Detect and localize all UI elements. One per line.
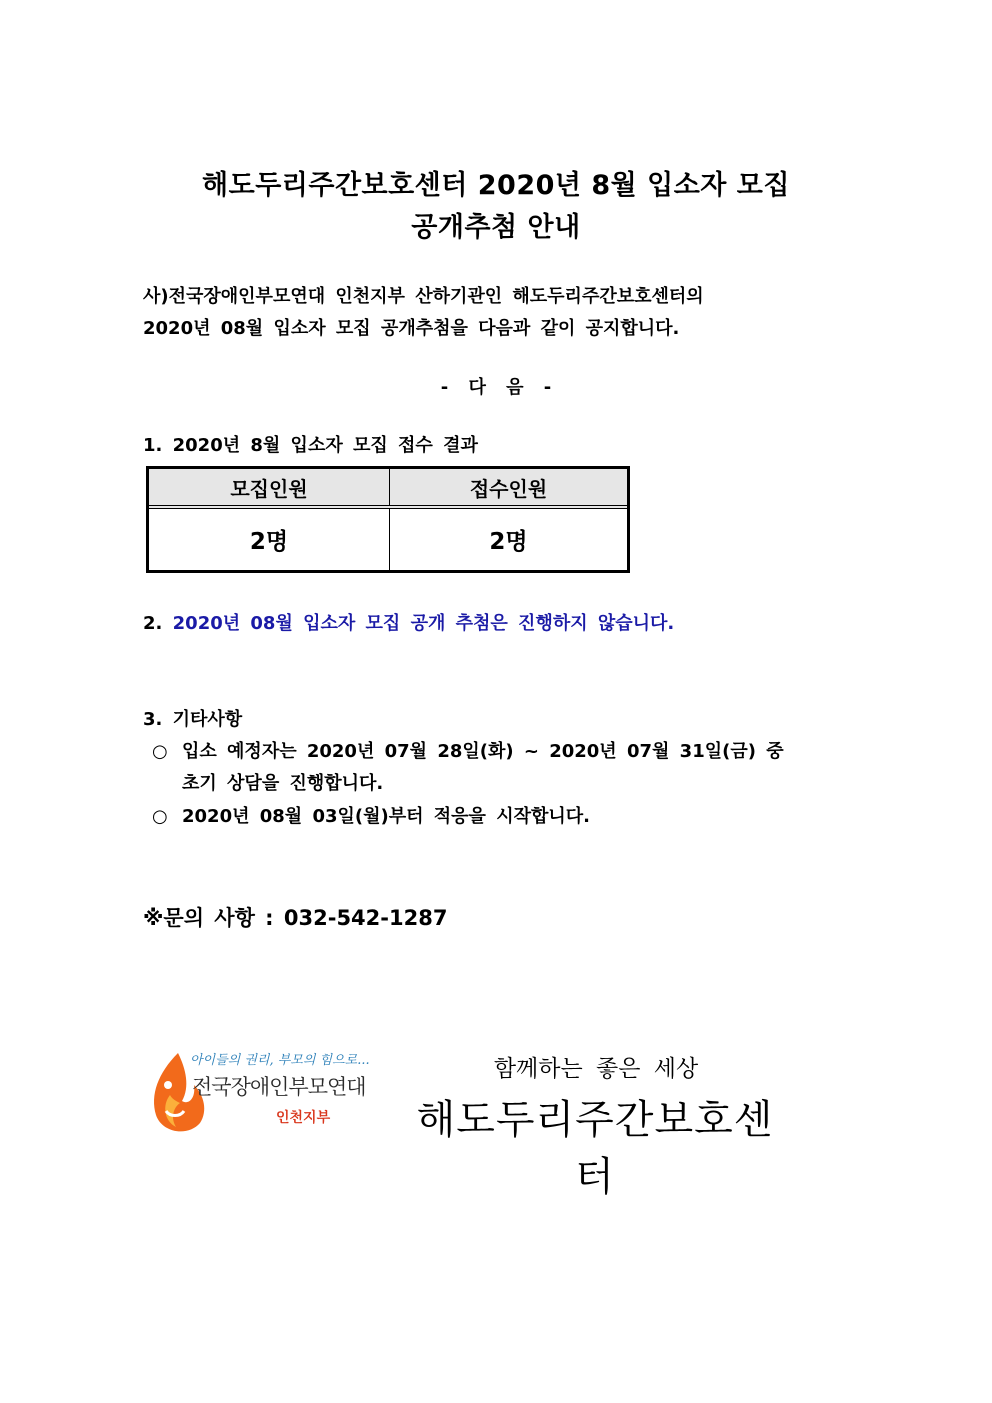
list-item-text: 2020년 08월 03일(월)부터 적응을 시작합니다. [182,806,590,827]
table-cell: 2명 [489,529,528,555]
separator-heading: - 다 음 - [440,377,552,398]
list-item [152,802,590,828]
intro-line1: 사)전국장애인부모연대 인천지부 산하기관인 해도두리주간보호센터의 [143,286,704,307]
contact-info: ※문의 사항 : 032-542-1287 [143,906,448,930]
center-name: 해도두리주간보호센터 [416,1097,774,1200]
logo-tagline: 아이들의 권리, 부모의 힘으로... [190,1053,370,1068]
logo-org-name: 전국장애인부모연대 [192,1075,366,1099]
table-row [149,509,627,570]
circle-bullet-icon: ○ [152,741,168,762]
slogan: 함께하는 좋은 세상 [493,1056,699,1082]
result-table [146,466,630,573]
list-item-text: 입소 예정자는 2020년 07월 28일(화) ~ 2020년 07월 31일(금) 중 [182,741,784,762]
section3-heading: 3. 기타사항 [143,709,243,730]
section1-heading: 1. 2020년 8월 입소자 모집 접수 결과 [143,435,478,456]
list-item-continuation: 초기 상담을 진행합니다. [182,773,384,794]
section2-number: 2. [143,613,163,634]
table-cell: 2명 [149,509,390,570]
section2-notice [143,609,674,635]
intro-line2: 2020년 08월 입소자 모집 공개추첨을 다음과 같이 공지합니다. [143,318,680,339]
document-title-line1: 해도두리주간보호센터 2020년 8월 입소자 모집 [202,170,790,201]
document-title-line2: 공개추첨 안내 [411,212,581,243]
list-item [152,737,784,763]
table-header-cell: 접수인원 [469,476,548,501]
logo-branch-name: 인천지부 [276,1110,331,1126]
section2-text: 2020년 08월 입소자 모집 공개 추첨은 진행하지 않습니다. [172,613,675,634]
organization-logo [148,1045,370,1140]
table-header-row [149,469,627,509]
table-header-cell: 모집인원 [149,469,390,505]
circle-bullet-icon: ○ [152,806,168,827]
